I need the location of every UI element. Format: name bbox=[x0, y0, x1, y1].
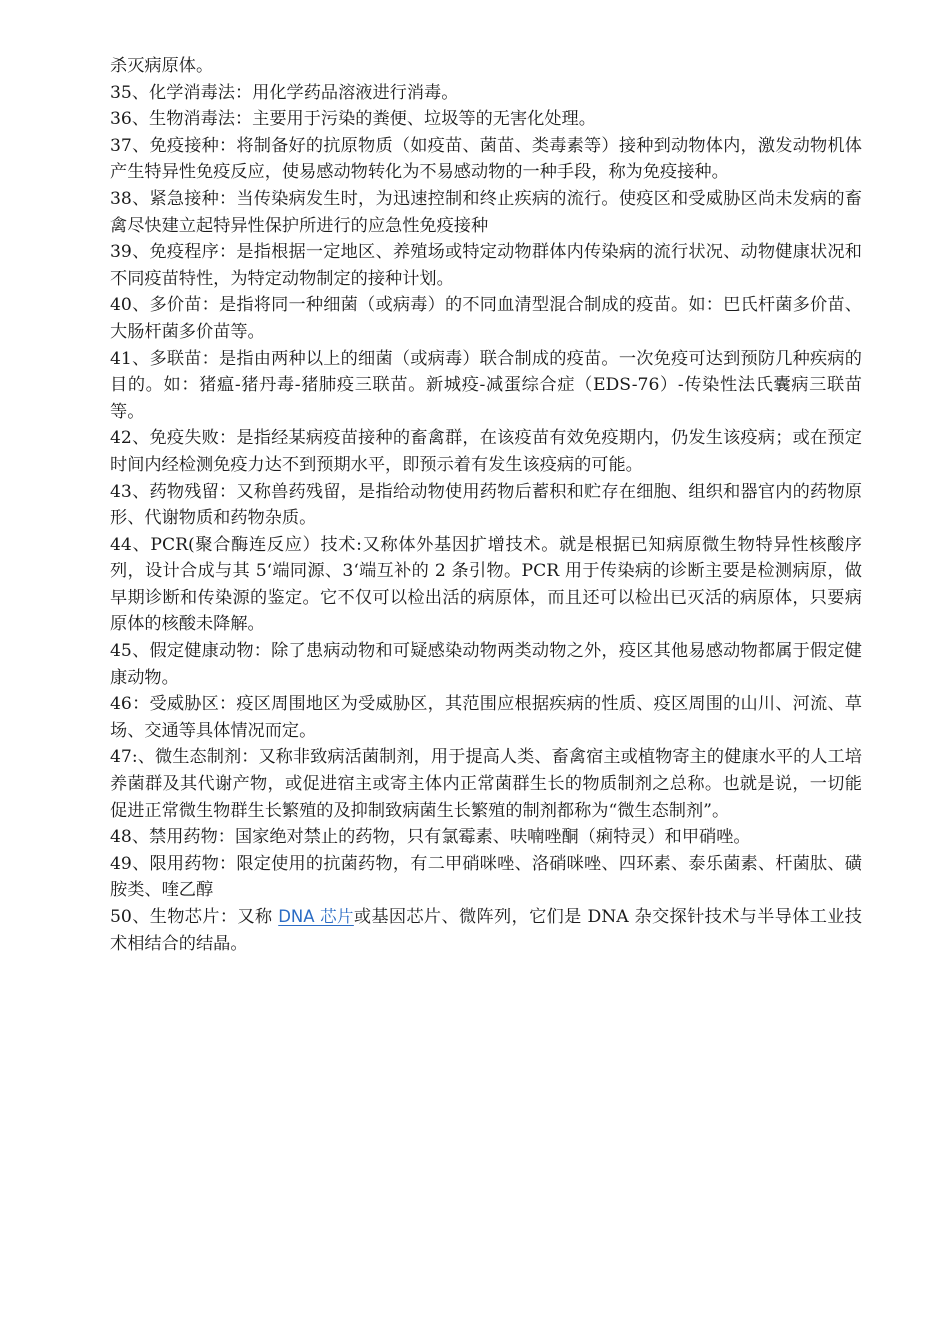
paragraph-45: 45、假定健康动物：除了患病动物和可疑感染动物两类动物之外，疫区其他易感动物都属于假定健康动物。 bbox=[110, 641, 862, 688]
dna-chip-link[interactable]: DNA 芯片 bbox=[278, 907, 354, 926]
paragraph-38: 38、紧急接种：当传染病发生时，为迅速控制和终止疾病的流行。使疫区和受威胁区尚未发病的畜禽尽快建立起特异性保护所进行的应急性免疫接种 bbox=[110, 188, 862, 236]
paragraph-40: 40、多价苗：是指将同一种细菌（或病毒）的不同血清型混合制成的疫苗。如：巴氏杆菌多价苗、大肠杆菌多价苗等。 bbox=[110, 295, 862, 342]
paragraph-41: 41、多联苗：是指由两种以上的细菌（或病毒）联合制成的疫苗。一次免疫可达到预防几种疾病的目的。如：猪瘟-猪丹毒-猪肺疫三联苗。新城疫-减蛋综合症（EDS-76）-传染性法氏囊病三联苗等。 bbox=[110, 348, 862, 422]
paragraph-36: 36、生物消毒法：主要用于污染的粪便、垃圾等的无害化处理。 bbox=[110, 109, 596, 130]
document-body bbox=[110, 53, 862, 957]
paragraph-35: 35、化学消毒法：用化学药品溶液进行消毒。 bbox=[110, 82, 459, 103]
paragraph-42: 42、免疫失败：是指经某病疫苗接种的畜禽群，在该疫苗有效免疫期内，仍发生该疫病；或在预定时间内经检测免疫力达不到预期水平，即预示着有发生该疫病的可能。 bbox=[110, 428, 862, 475]
paragraph-44: 44、PCR(聚合酶连反应）技术:又称体外基因扩增技术。就是根据已知病原微生物特异性核酸序列，设计合成与其 5‘端同源、3‘端互补的 2 条引物。PCR 用于传染病的诊断主要是检测病原，做早期诊断和传染源的鉴定。它不仅可以检出活的病原体，而且还可以检出已灭活的病原体，只要病原体的核酸未降解。 bbox=[110, 534, 862, 635]
paragraph-48: 48、禁用药物：国家绝对禁止的药物，只有氯霉素、呋喃唑酮（痢特灵）和甲硝唑。 bbox=[110, 827, 751, 848]
paragraph-continuation: 杀灭病原体。 bbox=[110, 56, 214, 76]
paragraph-37: 37、免疫接种：将制备好的抗原物质（如疫苗、菌苗、类毒素等）接种到动物体内，激发动物机体产生特异性免疫反应，使易感动物转化为不易感动物的一种手段，称为免疫接种。 bbox=[110, 135, 862, 183]
paragraph-39: 39、免疫程序：是指根据一定地区、养殖场或特定动物群体内传染病的流行状况、动物健康状况和不同疫苗特性，为特定动物制定的接种计划。 bbox=[110, 242, 862, 289]
paragraph-50-prefix: 50、生物芯片：又称 bbox=[110, 907, 279, 927]
paragraph-49: 49、限用药物：限定使用的抗菌药物，有二甲硝咪唑、洛硝咪唑、四环素、泰乐菌素、杆菌肽、磺胺类、喹乙醇 bbox=[110, 853, 862, 901]
paragraph-46: 46：受威胁区：疫区周围地区为受威胁区，其范围应根据疾病的性质、疫区周围的山川、河流、草场、交通等具体情况而定。 bbox=[110, 694, 862, 741]
paragraph-50-suffix: 或基因芯片、微阵列，它们是 DNA 杂交探针技术与半导体工业技术相结合的结晶。 bbox=[110, 907, 862, 954]
paragraph-47: 47:、微生态制剂：又称非致病活菌制剂，用于提高人类、畜禽宿主或植物寄主的健康水平的人工培养菌群及其代谢产物，或促进宿主或寄主体内正常菌群生长的物质制剂之总称。也就是说，一切能促进正常微生物群生长繁殖的及抑制致病菌生长繁殖的制剂都称为“微生态制剂”。 bbox=[110, 747, 862, 821]
paragraph-43: 43、药物残留：又称兽药残留，是指给动物使用药物后蓄积和贮存在细胞、组织和器官内的药物原形、代谢物质和药物杂质。 bbox=[110, 481, 862, 529]
paragraph-50 bbox=[110, 904, 862, 957]
